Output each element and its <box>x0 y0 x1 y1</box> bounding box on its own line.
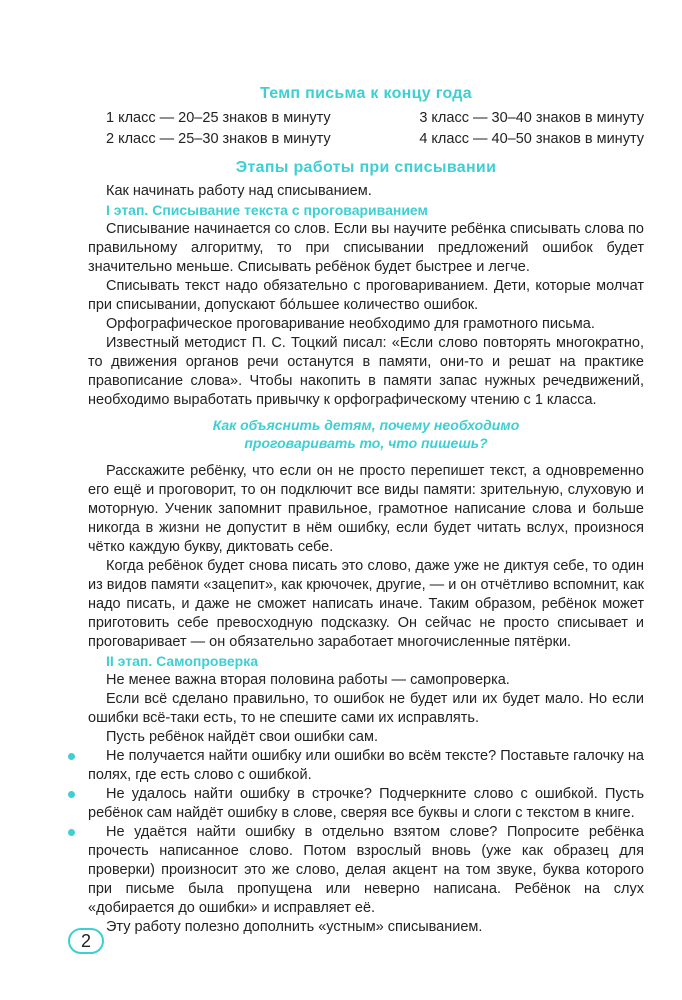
page-number: 2 <box>68 928 104 954</box>
section-title-copying-stages: Этапы работы при списывании <box>235 159 497 176</box>
question-line-2: проговаривать то, что пишешь? <box>244 435 488 451</box>
bullet-dot-icon <box>68 791 75 798</box>
bullet-list <box>88 747 644 918</box>
list-item-text: Не удаётся найти ошибку в отдельно взятом слове? Попросите ребёнка прочесть написанное слово. Потом взрослый вновь (уже как образец для проверки) произносит это же слово, делая акцент на том звуке, буква которого при письме была пропущена или неверно написана. Ребёнок на слух «добирается до ошибки» и исправляет её. <box>88 824 644 916</box>
bullet-dot-icon <box>68 753 75 760</box>
writing-pace-row <box>106 108 644 129</box>
list-item-text: Не удалось найти ошибку в строчке? Подчеркните слово с ошибкой. Пусть ребёнок сам найдёт ошибку в слове, сверяя все буквы и слоги с текстом в книге. <box>88 786 644 821</box>
question-line-1: Как объяснить детям, почему необходимо <box>212 417 520 433</box>
question-heading <box>88 416 644 452</box>
pace-grade-2: 2 класс — 25–30 знаков в минуту <box>106 131 331 147</box>
writing-pace-row <box>106 129 644 150</box>
paragraph: Когда ребёнок будет снова писать это слово, даже уже не диктуя себе, то один из видов памяти «зацепит», как крючочек, другие, — и он отчётливо вспомнит, как надо писать, и даже не сможет написать иначе. Таким образом, ребёнок может приготовить себе превосходную подсказку. Он сейчас не просто списывает и проговаривает — он обязательно заработает многочисленные пятёрки. <box>88 558 644 650</box>
writing-pace-table <box>106 108 644 150</box>
paragraph: Не менее важна вторая половина работы — самопроверка. <box>106 672 510 688</box>
pace-grade-3: 3 класс — 30–40 знаков в минуту <box>419 110 644 126</box>
list-item <box>88 785 644 823</box>
page-content <box>88 82 644 937</box>
paragraph: Известный методист П. С. Тоцкий писал: «Если слово повторять многократно, то движения органов речи останутся в памяти, они-то и решат на практике правописание слова». Чтобы накопить в памяти запас нужных речедвижений, необходимо выработать привычку к орфографическому чтению с 1 класса. <box>88 335 644 408</box>
bullet-dot-icon <box>68 829 75 836</box>
pace-grade-1: 1 класс — 20–25 знаков в минуту <box>106 110 331 126</box>
paragraph: Пусть ребёнок найдёт свои ошибки сам. <box>106 729 378 745</box>
paragraph: Списывать текст надо обязательно с проговариванием. Дети, которые молчат при списывании, допускают бо́льшее количество ошибок. <box>88 278 644 313</box>
closing-paragraph: Эту работу полезно дополнить «устным» списыванием. <box>106 919 483 935</box>
list-item <box>88 747 644 785</box>
list-item-text: Не получается найти ошибку или ошибки во всём тексте? Поставьте галочку на полях, где есть слово с ошибкой. <box>88 748 644 783</box>
list-item <box>88 823 644 918</box>
paragraph: Списывание начинается со слов. Если вы научите ребёнка списывать слова по правильному алгоритму, то при списывании предложений ошибок будет значительно меньше. Списывать ребёнок будет быстрее и легче. <box>88 221 644 275</box>
stage-2-heading: II этап. Самопроверка <box>106 653 258 669</box>
stage-1-heading: I этап. Списывание текста с проговариванием <box>106 202 428 218</box>
paragraph: Если всё сделано правильно, то ошибок не будет или их будет мало. Но если ошибки всё-таки есть, то не спешите сами их исправлять. <box>88 691 644 726</box>
paragraph: Расскажите ребёнку, что если он не просто перепишет текст, а одновременно его ещё и проговорит, то он подключит все виды памяти: зрительную, слуховую и моторную. Ученик запомнит правильное, грамотное написание слова и больше никогда в жизни не допустит в нём ошибку, если будет читать вслух, произнося чётко каждую букву, диктовать себе. <box>88 463 644 555</box>
intro-paragraph: Как начинать работу над списыванием. <box>106 183 372 199</box>
section-title-writing-pace: Темп письма к концу года <box>260 85 472 102</box>
pace-grade-4: 4 класс — 40–50 знаков в минуту <box>419 131 644 147</box>
paragraph: Орфографическое проговаривание необходимо для грамотного письма. <box>106 316 595 332</box>
